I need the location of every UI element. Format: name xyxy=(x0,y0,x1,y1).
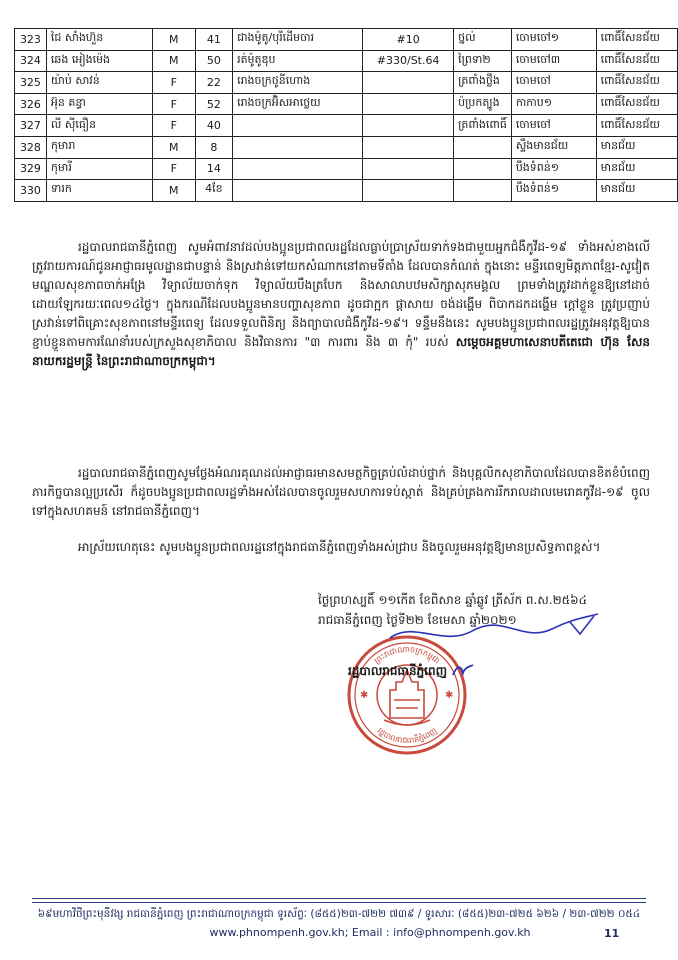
thanks-paragraph: រដ្ឋបាលរាជធានីភ្នំពេញសូមថ្លែងអំណរគុណដល់អាជ្ញាធរមានសមត្ថកិច្ចគ្រប់លំដាប់ថ្នាក់ និងបុគ្គលិកសុខាភិបាលដែលបានខិតខំបំពេញភារកិច្ចបានល្អប្រសើរ ក៏ដូចបងប្អូនប្រជាពលរដ្ឋទាំងអស់ដែលបានចូលរួមសហការទប់ស្កាត់ និងគ្រប់គ្រងការរីករាលដាលមេរោគកូវីដ-១៩ ចូលទៅក្នុងសហគមន៍ នៅរាជធានីភ្នំពេញ។ xyxy=(32,466,650,518)
cell-age: 4ខែ xyxy=(195,180,232,202)
cell-village: ថ្នល់ xyxy=(454,29,512,51)
cell-house-number: #330/St.64 xyxy=(363,50,454,72)
cell-village: ត្រពាំងថ្លឹង xyxy=(454,72,512,94)
table-row xyxy=(15,158,678,180)
cell-name: កុមារី xyxy=(46,158,152,180)
lunar-date: ថ្ងៃព្រហស្បតិ៍ ១១កើត ខែពិសាខ ឆ្នាំឆ្លូវ ត្រីស័ក ព.ស.២៥៦៤ xyxy=(318,593,588,607)
cell-district: មានជ័យ xyxy=(596,136,677,158)
cell-sex: M xyxy=(152,180,195,202)
table-row xyxy=(15,136,678,158)
cell-row-number: 329 xyxy=(15,158,47,180)
cell-village: ត្រពាំងពោធិ៍ xyxy=(454,115,512,137)
cell-commune: បឹងទំពន់១ xyxy=(511,180,596,202)
cell-name: យ៉ាប់ សាវន់ xyxy=(46,72,152,94)
table-row xyxy=(15,93,678,115)
page-number: 11 xyxy=(604,927,620,940)
cell-commune: ចោមចៅ xyxy=(511,72,596,94)
cell-row-number: 323 xyxy=(15,29,47,51)
cell-workplace: រត់ម៉ូតូឌុប xyxy=(233,50,363,72)
cell-house-number: #10 xyxy=(363,29,454,51)
cell-district: មានជ័យ xyxy=(596,158,677,180)
cell-village xyxy=(454,158,512,180)
cell-district: ពោធិ៍សែនជ័យ xyxy=(596,115,677,137)
conclusion-paragraph: អាស្រ័យហេតុនេះ សូមបងប្អូនប្រជាពលរដ្ឋនៅក្នុងរាជធានីភ្នំពេញទាំងអស់ជ្រាប និងចូលរួមអនុវត្តឱ្យមានប្រសិទ្ធភាពខ្ពស់។ xyxy=(78,540,601,554)
cell-commune: ចោមចៅ៣ xyxy=(511,50,596,72)
cell-workplace: ជាងម៉ូតូ/បុរីដើមចារ xyxy=(233,29,363,51)
cell-sex: F xyxy=(152,93,195,115)
cell-row-number: 325 xyxy=(15,72,47,94)
signature-title: រដ្ឋបាលរាជធានីភ្នំពេញ xyxy=(348,663,608,681)
cell-sex: M xyxy=(152,29,195,51)
cell-name: ជៃ សាំងហ៊ួន xyxy=(46,29,152,51)
initial-mark-icon xyxy=(451,663,475,677)
cell-commune: ស្ទឹងមានជ័យ xyxy=(511,136,596,158)
cell-sex: F xyxy=(152,72,195,94)
cell-row-number: 324 xyxy=(15,50,47,72)
cell-commune: ចោមចៅ១ xyxy=(511,29,596,51)
cell-name: កុមារា xyxy=(46,136,152,158)
cell-name: អ៊ុន គន្ធា xyxy=(46,93,152,115)
seal-star-right-icon: ✱ xyxy=(445,690,454,701)
cell-house-number xyxy=(363,93,454,115)
cell-district: ពោធិ៍សែនជ័យ xyxy=(596,50,677,72)
appeal-bold-text: សម្ដេចអគ្គមហាសេនាបតីតេជោ ហ៊ុន សែន នាយករដ្ឋមន្ត្រី នៃព្រះរាជាណាចក្រកម្ពុជា។ xyxy=(32,335,650,368)
cell-row-number: 328 xyxy=(15,136,47,158)
solar-date: រាជធានីភ្នំពេញ ថ្ងៃទី២២ ខែមេសា ឆ្នាំ២០២១ xyxy=(318,613,517,627)
table-row xyxy=(15,50,678,72)
footer-address: ៦៩មហាវិថីព្រះមុនីវង្ស រាជធានីភ្នំពេញ ព្រះរាជាណាចក្រកម្ពុជា ទូរស័ព្ទៈ (៨៥៥)២៣-៧២២ ៧៣៩ / ទូរសារៈ (៨៥៥)២៣-៧២៥ ៦២៦ / ២៣-៧២២ ០៥៤ xyxy=(37,908,641,920)
cell-row-number: 327 xyxy=(15,115,47,137)
footer-rule-bottom xyxy=(32,902,646,903)
cell-district: ពោធិ៍សែនជ័យ xyxy=(596,72,677,94)
cell-commune: ចោមចៅ xyxy=(511,115,596,137)
seal-bottom-text: រដ្ឋបាលរាជធានីភ្នំពេញ xyxy=(375,725,439,746)
cell-name: លី ស៊ីធឿន xyxy=(46,115,152,137)
cell-age: 52 xyxy=(195,93,232,115)
cell-house-number xyxy=(363,158,454,180)
table-row xyxy=(15,115,678,137)
cell-workplace xyxy=(233,115,363,137)
footer-contact: www.phnompenh.gov.kh; Email : info@phnompenh.gov.kh xyxy=(209,926,531,939)
cell-house-number xyxy=(363,115,454,137)
table-row xyxy=(15,180,678,202)
cell-house-number xyxy=(363,136,454,158)
cell-house-number xyxy=(363,180,454,202)
patients-table xyxy=(14,28,678,202)
cell-commune: កាកាប១ xyxy=(511,93,596,115)
cell-sex: F xyxy=(152,158,195,180)
cell-village xyxy=(454,136,512,158)
cell-sex: F xyxy=(152,115,195,137)
cell-district: មានជ័យ xyxy=(596,180,677,202)
cell-age: 14 xyxy=(195,158,232,180)
cell-name: ឆេង អៀងម៉េង xyxy=(46,50,152,72)
table-row xyxy=(15,72,678,94)
cell-sex: M xyxy=(152,136,195,158)
cell-age: 40 xyxy=(195,115,232,137)
seal-star-left-icon: ✱ xyxy=(360,690,369,701)
cell-age: 50 xyxy=(195,50,232,72)
cell-house-number xyxy=(363,72,454,94)
cell-name: ទារក xyxy=(46,180,152,202)
cell-district: ពោធិ៍សែនជ័យ xyxy=(596,93,677,115)
cell-village: ប៉ប្រកត្បូង xyxy=(454,93,512,115)
table-row xyxy=(15,29,678,51)
cell-workplace: រោងចក្រអ៊ិសអាថ្លេយ xyxy=(233,93,363,115)
cell-sex: M xyxy=(152,50,195,72)
cell-age: 41 xyxy=(195,29,232,51)
handwritten-signature xyxy=(384,600,604,660)
cell-commune: បឹងទំពន់១ xyxy=(511,158,596,180)
cell-row-number: 330 xyxy=(15,180,47,202)
cell-workplace xyxy=(233,158,363,180)
seal-top-text: ព្រះរាជាណាចក្រកម្ពុជា xyxy=(372,644,442,666)
cell-workplace: រោងចក្រថូនីហោង xyxy=(233,72,363,94)
cell-workplace xyxy=(233,136,363,158)
cell-workplace xyxy=(233,180,363,202)
cell-age: 8 xyxy=(195,136,232,158)
footer-rule-top xyxy=(32,898,646,899)
appeal-text: រដ្ឋបាលរាជធានីភ្នំពេញ សូមអំពាវនាវដល់បងប្អូនប្រជាពលរដ្ឋដែលធ្លាប់ប្រាស្រ័យទាក់ទងជាមួយអ្នកជំងឺកូវីដ-១៩ ទាំងអស់ខាងលើ ត្រូវរាយការណ៍ជូនអាជ្ញាធរមូលដ្ឋានជាបន្ទាន់ និងស្រវាន់ទៅយកសំណាកនៅតាមទីតាំង ដែលបានកំណត់ ក្នុងនោះ មន្ទីរពេទ្យមិត្តភាពខ្មែរ-សូវៀត មណ្ឌលសុខភាពចាក់អង្រែ វិទ្យាល័យចាក់ទុក វិទ្យាល័យបឹងត្របែក និងសាលាបឋមសិក្សាសុភមង្គល ព្រមទាំងត្រូវដាក់ខ្លួនឱ្យនៅដាច់ដោយឡែករយៈពេល១៤ថ្ងៃ។ ក្នុងករណីដែលបងប្អូនមានបញ្ហាសុខភាព ដូចជាក្អក ផ្ដាសាយ ចង់ដង្ហើម ពិបាកដកដង្ហើម ក្ដៅខ្លួន ត្រូវប្រញាប់ស្រវាន់ទៅពិគ្រោះសុខភាពនៅមន្ទីរពេទ្យ ដែលទទួលពិនិត្យ និងព្យាបាលជំងឺកូវីដ-១៩។ ទន្ទឹមនឹងនេះ សូមបងប្អូនប្រជាពលរដ្ឋត្រូវអនុវត្តឱ្យបានខ្ជាប់ខ្ជួនតាមការណែនាំរបស់ក្រសួងសុខាភិបាល និងវិធានការ "៣ ការពារ និង ៣ កុំ" របស់ xyxy=(32,240,650,349)
cell-district: ពោធិ៍សែនជ័យ xyxy=(596,29,677,51)
cell-village xyxy=(454,180,512,202)
appeal-paragraph xyxy=(32,238,650,371)
cell-village: ព្រៃទា២ xyxy=(454,50,512,72)
cell-age: 22 xyxy=(195,72,232,94)
cell-row-number: 326 xyxy=(15,93,47,115)
